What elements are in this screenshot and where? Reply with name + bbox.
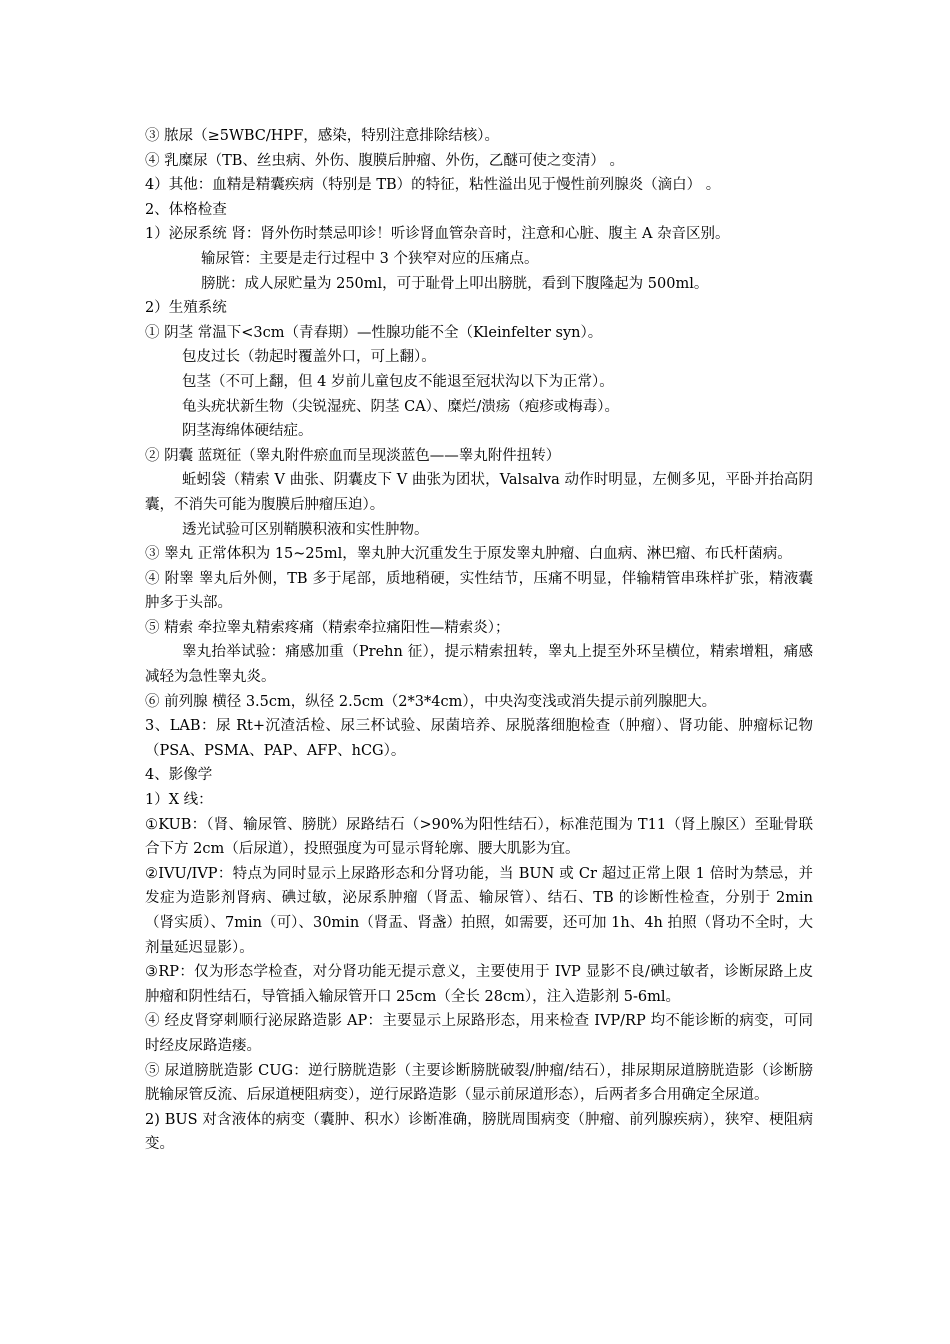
paragraph-ivu-ivp: ②IVU/IVP：特点为同时显示上尿路形态和分肾功能，当 BUN 或 Cr 超过正常上限 1 倍时为禁忌，并发症为造影剂肾病、碘过敏，泌尿系肿瘤（肾盂、输尿管）、结石、TB 的诊断性检查，分别于 2min（肾实质）、7min（可）、30min（肾盂、肾盏）拍照，如需要，还可加 1h、4h 拍照（肾功不全时，大剂量延迟显影）。: [145, 865, 813, 956]
paragraph-epididymis: ④ 附睾 睾丸后外侧，TB 多于尾部，质地稍硬，实性结节，压痛不明显，伴输精管串珠样扩张，精液囊肿多于头部。: [145, 570, 813, 612]
text-line-urinary-kidney: 1）泌尿系统 肾：肾外伤时禁忌叩诊！听诊肾血管杂音时，注意和心脏、腹主 A 杂音区别。: [145, 226, 730, 243]
text-line-bladder: 膀胱：成人尿贮量为 250ml，可于耻骨上叩出膀胱，看到下腹隆起为 500ml。: [201, 275, 709, 292]
text-line-prostate: ⑥ 前列腺 横径 3.5cm，纵径 2.5cm（2*3*4cm），中央沟变浅或消失提示前列腺肥大。: [145, 693, 717, 710]
text-line-penis: ① 阴茎 常温下<3cm（青春期）—性腺功能不全（Kleinfelter syn）。: [145, 324, 603, 341]
text-line-ureter: 输尿管：主要是走行过程中 3 个狭窄对应的压痛点。: [201, 250, 539, 267]
text-line-transillumination: 透光试验可区别鞘膜积液和实性肿物。: [182, 521, 429, 538]
paragraph-lab: 3、LAB：尿 Rt+沉渣活检、尿三杯试验、尿菌培养、尿脱落细胞检查（肿瘤）、肾功能、肿瘤标记物（PSA、PSMA、PAP、AFP、hCG）。: [145, 718, 813, 759]
paragraph-antegrade-pyelography: ④ 经皮肾穿刺顺行泌尿路造影 AP：主要显示上尿路形态，用来检查 IVP/RP 均不能诊断的病变，可同时经皮尿路造瘘。: [145, 1013, 813, 1054]
text-line-phimosis: 包茎（不可上翻，但 4 岁前儿童包皮不能退至冠状沟以下为正常）。: [182, 373, 614, 390]
text-line-hemospermia: 4）其他：血精是精囊疾病（特别是 TB）的特征，粘性溢出见于慢性前列腺炎（滴白） 。: [145, 177, 721, 194]
paragraph-prehn-sign: 睾丸抬举试验：痛感加重（Prehn 征），提示精索扭转，睾丸上提至外环呈横位，精索增粗，痛感减轻为急性睾丸炎。: [145, 644, 813, 686]
paragraph-kub: ①KUB：（肾、输尿管、膀胱）尿路结石（>90%为阳性结石），标准范围为 T11（肾上腺区）至耻骨联合下方 2cm（后尿道），投照强度为可显示肾轮廓、腰大肌影为宜。: [145, 816, 813, 858]
paragraph-rp: ③RP：仅为形态学检查，对分肾功能无提示意义，主要使用于 IVP 显影不良/碘过敏者，诊断尿路上皮肿瘤和阴性结石，导管插入输尿管开口 25cm（全长 28cm），注入造影剂 5-6ml。: [145, 964, 813, 1005]
paragraph-varicocele: 蚯蚓袋（精索 V 曲张、阴囊皮下 V 曲张为团状，Valsalva 动作时明显，左侧多见，平卧并抬高阴囊，不消失可能为腹膜后肿瘤压迫）。: [145, 472, 813, 513]
document-body: [145, 124, 813, 1157]
subheading-xray: 1）X 线：: [145, 792, 213, 809]
section-heading-physical-exam: 2、体格检查: [145, 201, 227, 218]
text-line-phimosis-long: 包皮过长（勃起时覆盖外口，可上翻）。: [182, 349, 436, 366]
text-line-pyuria: ③ 脓尿（≥5WBC/HPF，感染，特别注意排除结核）。: [145, 128, 500, 144]
paragraph-testis: ③ 睾丸 正常体积为 15~25ml，睾丸肿大沉重发生于原发睾丸肿瘤、白血病、淋巴瘤、布氏杆菌病。: [145, 546, 792, 563]
text-line-chyluria: ④ 乳糜尿（TB、丝虫病、外伤、腹膜后肿瘤、外伤，乙醚可使之变清） 。: [145, 152, 625, 169]
text-line-spermatic-cord: ⑤ 精索 牵拉睾丸精索疼痛（精索牵拉痛阳性—精索炎）；: [145, 619, 510, 636]
subheading-reproductive-system: 2）生殖系统: [145, 300, 227, 317]
paragraph-cug: ⑤ 尿道膀胱造影 CUG：逆行膀胱造影（主要诊断膀胱破裂/肿瘤/结石），排尿期尿道膀胱造影（诊断膀胱输尿管反流、后尿道梗阻病变），逆行尿路造影（显示前尿道形态），后两者多合用确定全尿道。: [145, 1062, 813, 1104]
paragraph-bus: 2) BUS 对含液体的病变（囊肿、积水）诊断准确，膀胱周围病变（肿瘤、前列腺疾病），狭窄、梗阻病变。: [145, 1111, 813, 1153]
text-line-scrotum: ② 阴囊 蓝斑征（睾丸附件瘀血而呈现淡蓝色——睾丸附件扭转）: [145, 447, 561, 464]
text-line-glans-lesion: 龟头疣状新生物（尖锐湿疣、阴茎 CA）、糜烂/溃疡（疱疹或梅毒）。: [182, 398, 620, 415]
section-heading-imaging: 4、影像学: [145, 767, 213, 784]
text-line-peyronie: 阴茎海绵体硬结症。: [182, 423, 313, 440]
